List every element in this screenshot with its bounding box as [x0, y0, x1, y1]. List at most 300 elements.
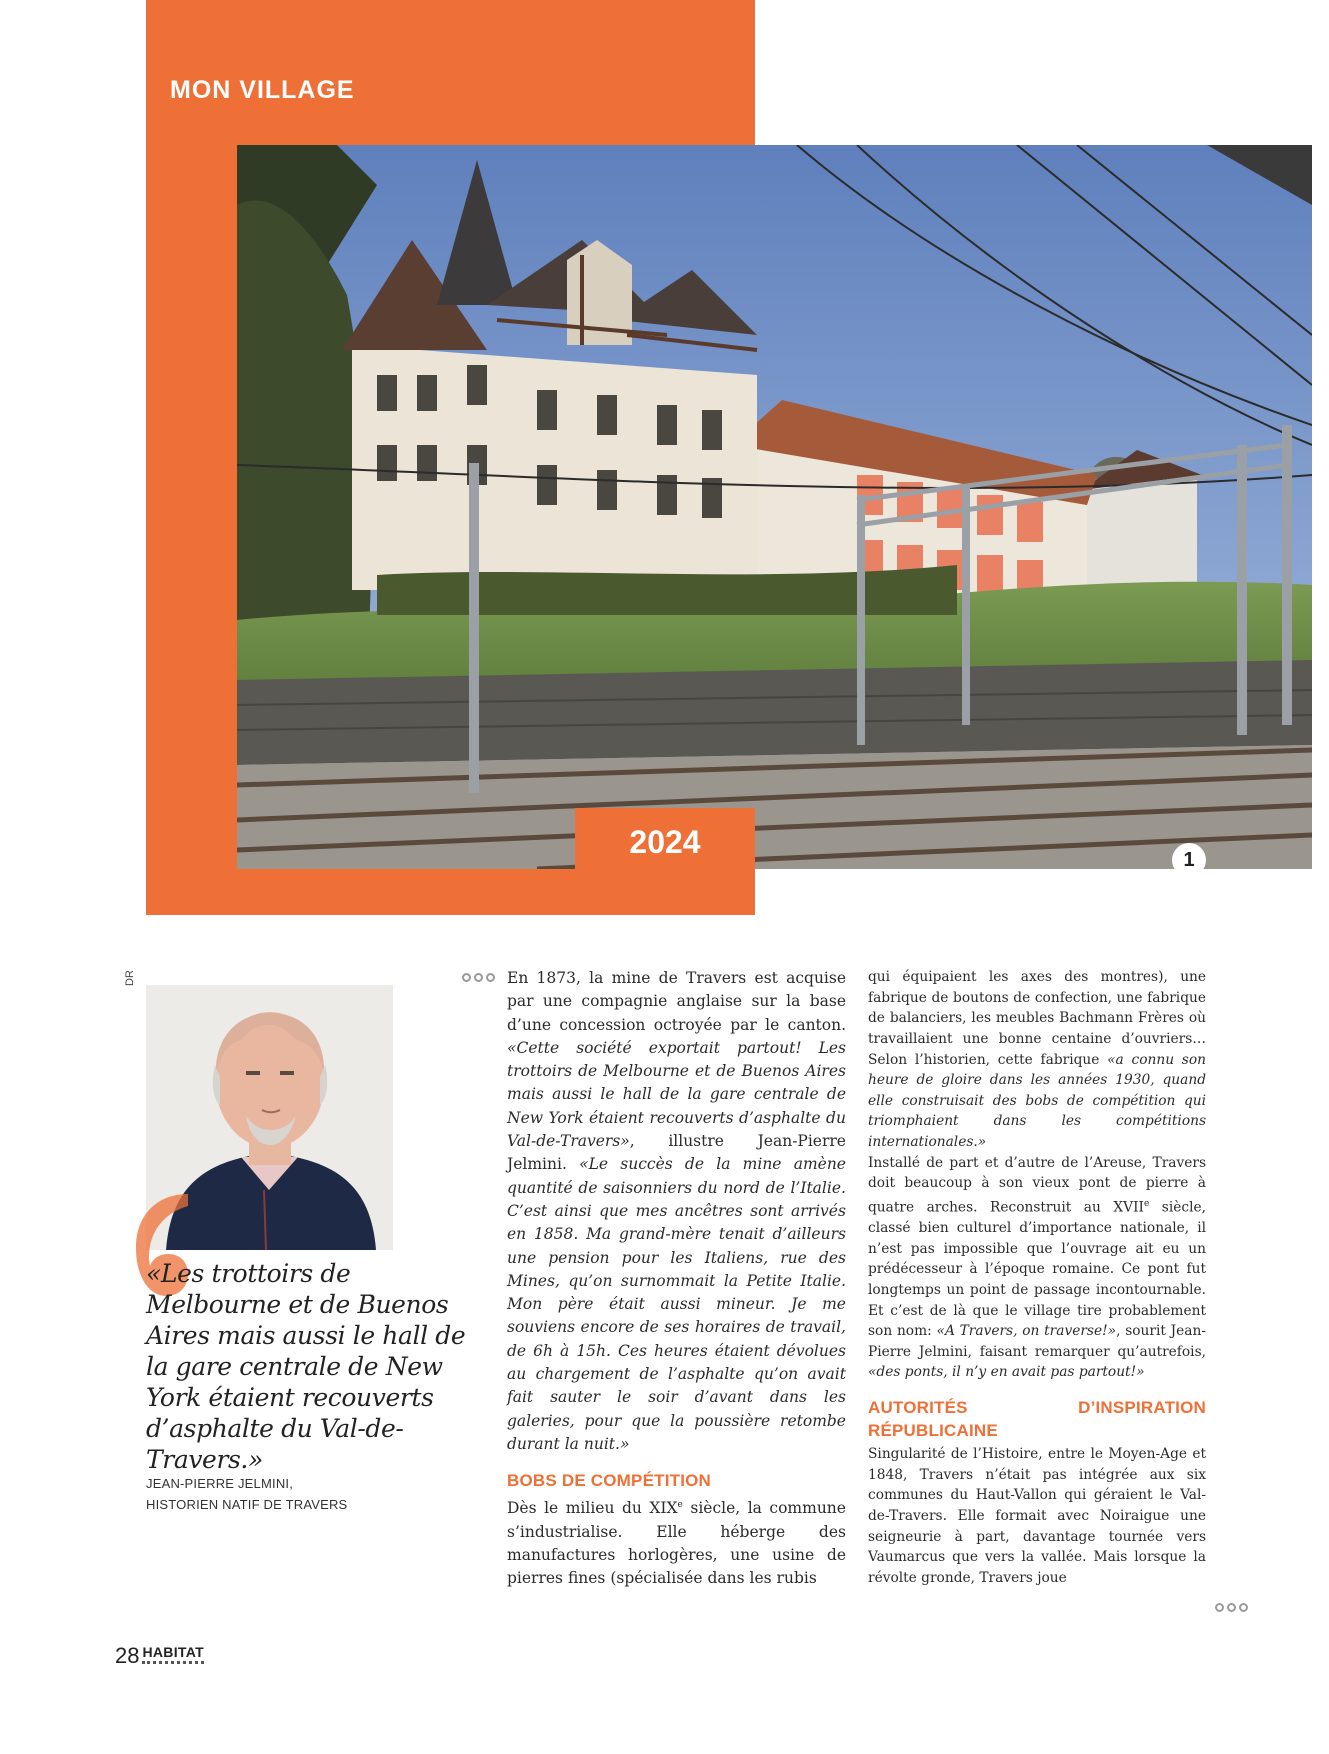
quote-run: quantité — [507, 1178, 573, 1197]
quote-run — [612, 1272, 620, 1290]
text-run: balanciers, — [889, 1010, 967, 1027]
text-run — [645, 1016, 653, 1034]
quote-run: de — [578, 1178, 598, 1197]
quote-run: du — [826, 1108, 846, 1127]
text-run: où — [1188, 1010, 1206, 1027]
column-start-dots-icon — [462, 973, 495, 982]
magazine-name: HABITAT — [142, 1646, 203, 1664]
text-run — [907, 1052, 915, 1068]
quote-run — [1050, 1072, 1058, 1088]
quote-run: dans — [993, 1113, 1027, 1130]
quote-run: de — [916, 1072, 934, 1089]
century-numeral: XVII — [1113, 1199, 1144, 1216]
text-run: , — [629, 1132, 635, 1151]
text-run — [1168, 969, 1180, 985]
quote-run: la — [564, 1434, 579, 1453]
quote-run — [684, 1412, 694, 1430]
quote-run — [1124, 1052, 1132, 1068]
quote-run: «A Travers, on traverse!» — [936, 1323, 1117, 1340]
quote-run — [807, 1295, 823, 1313]
text-run: bonne — [998, 1030, 1042, 1047]
text-run: compagnie — [581, 992, 668, 1011]
text-run: manufactures — [507, 1545, 616, 1564]
text-run: Jelmini. — [507, 1155, 567, 1174]
quote-run: compétitions — [1116, 1113, 1207, 1130]
quote-run: 1930, — [1115, 1072, 1155, 1089]
quote-run: 15h. — [576, 1341, 611, 1360]
text-run: dans — [707, 1569, 745, 1588]
text-run: d’ouvriers… — [1121, 1030, 1206, 1047]
text-run: de — [1013, 989, 1031, 1006]
quote-run — [1175, 1093, 1184, 1109]
quote-run: exportait — [648, 1038, 720, 1057]
quote-run — [533, 1388, 550, 1406]
text-run: de — [826, 1545, 847, 1564]
quote-run: Petite — [746, 1271, 792, 1290]
text-run: centaine — [1051, 1030, 1112, 1047]
quote-run: retombe — [780, 1411, 846, 1430]
quote-run — [632, 1039, 649, 1057]
quote-run: de — [507, 1341, 527, 1360]
quote-run: triomphaient — [868, 1113, 959, 1130]
quote-author-role: HISTORIEN NATIF DE TRAVERS — [146, 1497, 348, 1512]
text-run: l’historien, — [914, 1051, 991, 1068]
text-run: Installé de part et d’autre de l’Areuse, Travers doit beaucoup à son vieux pont de pierre à quatre arches. Reconstruit au — [868, 1154, 1206, 1216]
quote-run: durant — [507, 1434, 560, 1453]
text-run — [650, 969, 658, 987]
quote-run — [631, 1388, 648, 1406]
quote-run: Les — [818, 1038, 847, 1057]
text-run: pierres — [507, 1569, 563, 1588]
quote-run — [893, 1093, 902, 1109]
text-run: des — [818, 1522, 846, 1541]
quote-run — [652, 1085, 660, 1103]
text-run: le — [765, 1015, 780, 1034]
text-run — [990, 1052, 998, 1068]
text-run — [1111, 1031, 1121, 1047]
text-run — [1088, 969, 1100, 985]
text-run: la — [747, 1499, 762, 1518]
text-run — [785, 1523, 819, 1541]
quote-run: étaient — [714, 1341, 770, 1360]
photo-credit: DR — [124, 970, 136, 986]
quote-run: la — [687, 1085, 702, 1104]
text-run: de — [931, 989, 949, 1006]
quote-run: ses — [664, 1318, 690, 1337]
quote-run — [984, 1093, 993, 1109]
quote-run: que — [631, 1411, 661, 1430]
quote-run: poussière — [694, 1411, 771, 1430]
page-folio — [115, 1643, 204, 1669]
text-run: Bachmann — [1059, 1010, 1134, 1027]
subheading: BOBS DE COMPÉTITION — [507, 1471, 712, 1491]
text-run — [740, 1499, 748, 1517]
quote-run: galeries, — [507, 1411, 575, 1430]
text-run — [1033, 1052, 1041, 1068]
text-run — [623, 1523, 657, 1541]
text-run — [800, 992, 809, 1010]
quote-run: une — [507, 1248, 537, 1267]
text-run: boutons — [953, 989, 1009, 1006]
quote-run: amène — [793, 1155, 846, 1174]
quote-run — [667, 1202, 674, 1220]
quote-run: aussi — [660, 1295, 701, 1314]
quote-run — [802, 1039, 819, 1057]
quote-run: ainsi — [554, 1201, 592, 1220]
quote-run: arrivés — [791, 1201, 846, 1220]
text-run: anglaise — [676, 992, 743, 1011]
text-run — [989, 1031, 999, 1047]
quote-run — [819, 1085, 827, 1103]
text-run — [558, 1499, 566, 1517]
article-paragraph: Singularité de l’Histoire, entre le Moyen-Age et 1848, Travers n’était pas intégrée aux six communes du Haut-Vallon qui géraient le Val-de-Travers. Elle formait avec Noiraigue une seigneurie à part, davantage tournée vers Vaumarcus que vers la vallée. Mais lorsque la révolte gronde, Travers joue — [868, 1446, 1206, 1586]
quote-run: construisait — [901, 1092, 985, 1109]
quote-run — [536, 1249, 548, 1267]
quote-run: travail, — [790, 1318, 846, 1337]
quote-run: mais — [507, 1085, 544, 1104]
text-run — [814, 1546, 827, 1564]
quote-run: de — [826, 1085, 847, 1104]
villa-railway-illustration — [237, 145, 1312, 869]
text-run: 1873, — [536, 969, 581, 987]
quote-run: Je — [791, 1295, 807, 1314]
text-run — [537, 1499, 545, 1517]
quote-run: l’Italie. — [790, 1178, 846, 1197]
quote-run — [708, 1342, 715, 1360]
quote-run: de — [660, 1085, 680, 1104]
quote-run: qu’on — [568, 1271, 613, 1290]
article-column-2 — [868, 967, 1206, 1588]
column-end-dots-icon — [1215, 1603, 1248, 1612]
text-run: le — [544, 1499, 559, 1518]
quote-run: pension — [548, 1248, 610, 1267]
quote-run: heure — [868, 1072, 909, 1089]
text-run — [757, 1016, 765, 1034]
text-run: rubis — [776, 1569, 817, 1588]
quote-run: connu — [1131, 1051, 1175, 1068]
quote-run — [720, 1039, 737, 1057]
century-superscript: e — [1143, 1198, 1150, 1209]
text-run — [777, 992, 786, 1010]
text-run: commune — [769, 1499, 846, 1518]
quote-run — [692, 1249, 704, 1267]
text-run: siècle, — [690, 1499, 741, 1518]
quote-run: C’est — [507, 1201, 548, 1220]
quote-run: dans — [989, 1072, 1023, 1089]
quote-run: recouverts — [649, 1108, 734, 1127]
quote-run: mine — [742, 1155, 782, 1174]
quote-run: me — [822, 1295, 846, 1314]
text-run: les — [749, 1569, 772, 1588]
quote-run — [628, 1202, 635, 1220]
quote-run: l’asphalte — [668, 1365, 745, 1384]
quote-run: «des ponts, il n’y en avait pas partout!» — [868, 1364, 1145, 1381]
quote-run: en — [507, 1225, 527, 1244]
text-run: héberge — [720, 1522, 786, 1541]
text-run — [722, 1016, 730, 1034]
text-run: une — [730, 1545, 760, 1564]
text-run: une — [542, 992, 573, 1011]
text-run: les — [971, 1010, 992, 1027]
quote-run — [659, 1365, 668, 1383]
text-run: fabrique — [868, 989, 927, 1006]
quote-run: bobs — [1025, 1092, 1059, 1109]
quote-run: des — [818, 1248, 846, 1267]
quote-run: Melbourne — [603, 1062, 689, 1081]
quote-run — [544, 1085, 552, 1103]
quote-run — [1174, 1052, 1182, 1068]
quote-run — [1081, 1113, 1116, 1129]
text-run: Travers — [685, 969, 747, 987]
text-run — [778, 969, 786, 987]
quote-run — [593, 1295, 609, 1313]
text-run: de — [658, 969, 678, 987]
quote-run — [1058, 1093, 1067, 1109]
text-run: siècle, classé bien culturel d’importance nationale, il n’est pas impossible que l’ouvrage ait eu un prédécesseur à l’époque romaine. Ce pont fut longtemps un point de passage incontournable. Et c’est de là que le village tire probablement son nom: — [868, 1199, 1206, 1340]
text-run: Frères — [1137, 1010, 1184, 1027]
quote-run: trottoirs — [507, 1062, 573, 1081]
century-superscript: e — [677, 1500, 683, 1511]
text-run — [779, 1016, 787, 1034]
quote-run — [610, 1249, 622, 1267]
quote-run: de — [578, 1062, 598, 1081]
quote-run — [647, 1342, 654, 1360]
text-run: fines — [567, 1569, 606, 1588]
quote-run: gare — [709, 1085, 746, 1104]
text-run: une — [1116, 989, 1143, 1006]
quote-run — [547, 1202, 554, 1220]
quote-run: fait — [507, 1388, 534, 1407]
text-run: des — [1064, 969, 1089, 985]
quote-run: nuit.» — [583, 1434, 630, 1453]
text-run: acquise — [786, 969, 847, 987]
village-photo — [237, 145, 1312, 869]
quote-run — [959, 1113, 994, 1129]
quote-run: que — [599, 1201, 629, 1220]
text-run: une — [962, 1030, 989, 1047]
text-run — [1042, 1031, 1052, 1047]
quote-run: la — [723, 1271, 739, 1290]
quote-run: York — [548, 1108, 584, 1127]
text-run: la — [786, 992, 801, 1011]
quote-run — [608, 1155, 620, 1173]
quote-run: à — [560, 1341, 570, 1360]
quote-run: d’ailleurs — [772, 1225, 846, 1244]
text-run — [953, 1031, 963, 1047]
quote-run — [542, 1295, 558, 1313]
quote-run: années — [1058, 1072, 1108, 1089]
text-run: base — [809, 992, 846, 1011]
quote-run — [745, 1365, 754, 1383]
article-column-1 — [507, 967, 846, 1591]
quote-run — [678, 1388, 695, 1406]
text-run — [1099, 1052, 1107, 1068]
quote-run — [776, 1295, 792, 1313]
text-run: usine — [772, 1545, 815, 1564]
quote-run: d’avant — [694, 1388, 753, 1407]
article-paragraph — [868, 1153, 1206, 1383]
quote-run: pour — [584, 1411, 622, 1430]
quote-run — [704, 1155, 716, 1173]
quote-run: partout! — [736, 1038, 802, 1057]
quote-run: mineur. — [716, 1295, 776, 1314]
quote-run: de — [1066, 1092, 1084, 1109]
quote-run — [715, 1272, 723, 1290]
text-run: Dès — [507, 1499, 537, 1518]
text-run: travaillaient — [868, 1030, 953, 1047]
text-run — [678, 969, 686, 987]
quote-run: les — [823, 1388, 847, 1407]
article-paragraph — [507, 967, 846, 1456]
quote-run: succès — [620, 1155, 673, 1174]
text-run: équipaient — [902, 969, 977, 985]
text-run — [1052, 969, 1064, 985]
pull-quote: «Les trottoirs de Melbourne et de Buenos Aires mais aussi le hall de la gare centrale de New York étaient recouverts d’asphalte du Val-de-Travers.» — [146, 1259, 466, 1474]
text-run: axes — [1020, 969, 1052, 985]
quote-run: aussi — [552, 1085, 593, 1104]
text-run: montres), — [1100, 969, 1168, 985]
quote-run: dans — [769, 1388, 807, 1407]
quote-run: New — [507, 1108, 544, 1127]
text-run — [615, 1546, 628, 1564]
quote-run — [743, 1202, 750, 1220]
quote-run — [621, 1412, 631, 1430]
text-run — [534, 992, 543, 1010]
quote-run — [768, 1249, 780, 1267]
text-run — [1008, 969, 1020, 985]
quote-run — [592, 1202, 599, 1220]
text-run — [572, 992, 581, 1010]
text-run: fabrique — [1147, 989, 1206, 1006]
quote-run — [701, 1295, 717, 1313]
quote-run: de — [765, 1318, 785, 1337]
quote-run: et — [694, 1062, 711, 1081]
quote-run: le — [600, 1085, 615, 1104]
quote-run: Ces — [617, 1341, 647, 1360]
quote-run — [660, 1412, 670, 1430]
text-run: milieu — [565, 1499, 615, 1518]
text-run: Selon — [868, 1051, 908, 1068]
quote-run: Italie. — [800, 1271, 847, 1290]
quote-run: père — [557, 1295, 594, 1314]
article-paragraph — [868, 967, 1206, 1153]
quote-run — [600, 1388, 617, 1406]
text-run — [614, 1499, 622, 1517]
quote-run: de — [765, 1178, 785, 1197]
quote-run — [770, 1412, 780, 1430]
quote-run — [730, 1155, 742, 1173]
quote-run — [578, 1225, 586, 1243]
quote-author — [146, 1473, 347, 1515]
quote-run — [982, 1072, 990, 1088]
text-run — [977, 969, 989, 985]
text-run: par — [507, 992, 534, 1011]
quote-run: elle — [868, 1092, 894, 1109]
quote-run: Aires — [805, 1062, 846, 1081]
quote-run: avait — [807, 1365, 846, 1384]
quote-run: saisonniers — [603, 1178, 693, 1197]
quote-run: la — [670, 1411, 685, 1430]
quote-run — [746, 1085, 754, 1103]
quote-run — [658, 1249, 670, 1267]
text-run: confection, — [1034, 989, 1113, 1006]
text-run: la — [589, 969, 604, 987]
quote-run: souviens — [507, 1318, 576, 1337]
quote-run: qui — [1184, 1092, 1207, 1109]
quote-run: de — [684, 1155, 705, 1174]
quote-run: Mines, — [507, 1271, 560, 1290]
quote-run — [781, 1155, 793, 1173]
quote-run: Mon — [507, 1295, 543, 1314]
quote-run — [711, 1225, 719, 1243]
text-run: octroyée — [653, 1015, 722, 1034]
quote-run: «Le — [579, 1155, 609, 1174]
text-run: sur — [751, 992, 777, 1011]
quote-run — [611, 1225, 619, 1243]
text-run: d’une — [507, 1015, 551, 1034]
text-run: Jean-Pierre — [757, 1132, 846, 1151]
quote-run — [770, 1342, 777, 1360]
quote-run: sont — [750, 1201, 784, 1220]
text-run: cette — [997, 1051, 1033, 1068]
quote-run: sauter — [550, 1388, 601, 1407]
quote-run — [575, 1412, 585, 1430]
quote-run — [611, 1342, 618, 1360]
quote-run — [526, 1365, 535, 1383]
quote-run: d’asphalte — [739, 1108, 821, 1127]
quote-run: quand — [1162, 1072, 1206, 1089]
quote-run — [702, 1085, 710, 1103]
quote-run: mes — [635, 1201, 668, 1220]
text-run: du — [621, 1499, 642, 1518]
text-run: les — [988, 969, 1009, 985]
quote-run — [645, 1295, 661, 1313]
quote-run: «Cette — [507, 1038, 560, 1057]
quote-run: dévolues — [776, 1341, 847, 1360]
quote-run: Val-de-Travers» — [507, 1132, 630, 1151]
text-run — [528, 969, 536, 987]
quote-run: son — [1181, 1051, 1206, 1068]
quote-run: était — [609, 1295, 645, 1314]
text-run: une — [1180, 969, 1207, 985]
quote-run: de — [716, 1062, 736, 1081]
quote-run: soir — [648, 1388, 678, 1407]
quote-run: centrale — [753, 1085, 819, 1104]
text-run: Elle — [656, 1522, 687, 1541]
text-run — [724, 1132, 758, 1150]
quote-run — [559, 1039, 576, 1057]
quote-run: nord — [723, 1178, 760, 1197]
quote-run: hall — [622, 1085, 652, 1104]
quote-run: internationales.» — [868, 1134, 987, 1150]
quote-run: les — [670, 1248, 693, 1267]
quote-run: le — [617, 1388, 632, 1407]
quote-run — [798, 1365, 807, 1383]
quote-run: 6h — [533, 1341, 553, 1360]
quote-run: étaient — [588, 1108, 644, 1127]
quote-run: compétition — [1092, 1092, 1176, 1109]
section-label: MON VILLAGE — [170, 76, 355, 104]
quote-run — [615, 1085, 623, 1103]
text-run: de — [868, 1010, 885, 1027]
quote-run: qu’on — [754, 1365, 799, 1384]
quote-run: gloire — [941, 1072, 982, 1089]
text-run — [687, 1523, 721, 1541]
text-run — [581, 969, 589, 987]
quote-run: «a — [1107, 1051, 1124, 1068]
quote-run: Ma — [586, 1225, 612, 1244]
article-paragraph — [507, 1494, 846, 1590]
